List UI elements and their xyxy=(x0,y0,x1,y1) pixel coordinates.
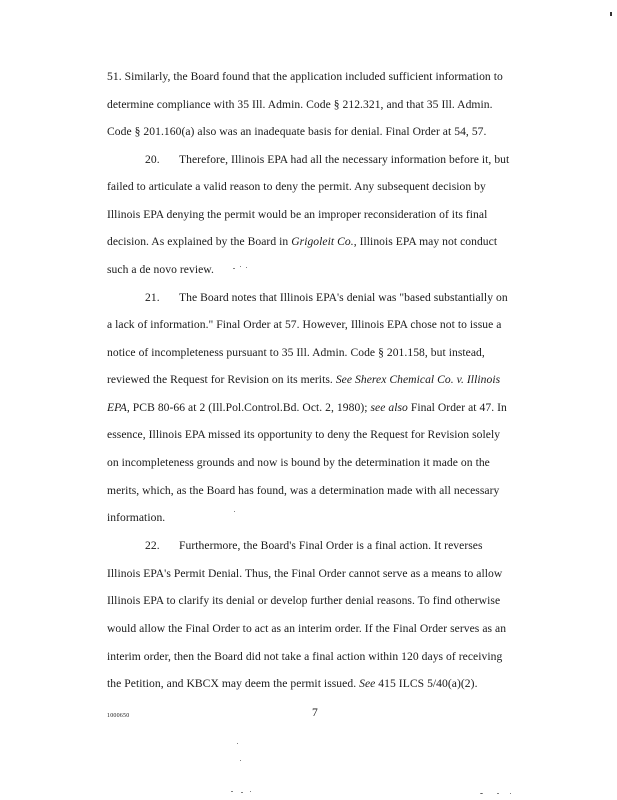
scan-speck xyxy=(237,743,238,744)
scan-speck xyxy=(240,266,241,267)
paragraph-21-line-3: notice of incompleteness pursuant to 35 Ill. Admin. Code § 201.158, but instead, xyxy=(107,346,485,359)
paragraph-22-line-6-b: 415 ILCS 5/40(a)(2). xyxy=(375,677,478,690)
paragraph-21-line-8: merits, which, as the Board has found, was a determination made with all necessary xyxy=(107,484,500,497)
paragraph-21-line-6: essence, Illinois EPA missed its opportunity to deny the Request for Revision solely xyxy=(107,428,501,441)
paragraph-22-line-3: Illinois EPA to clarify its denial or develop further denial reasons. To find otherwise xyxy=(107,594,501,607)
paragraph-20-line-2: failed to articulate a valid reason to deny the permit. Any subsequent decision by xyxy=(107,180,486,193)
paragraph-21-first-line: The Board notes that Illinois EPA's denial was "based substantially on xyxy=(179,291,508,304)
paragraph-20-first-line: Therefore, Illinois EPA had all the necessary information before it, but xyxy=(179,153,510,166)
page-number: 7 xyxy=(312,706,318,719)
paragraph-21-line-4-a: reviewed the Request for Revision on its merits. xyxy=(107,373,336,386)
paragraph-21-line-5-a: , PCB 80-66 at 2 (Ill.Pol.Control.Bd. Oct. 2, 1980); xyxy=(126,401,371,414)
document-id: 1000650 xyxy=(107,713,130,719)
paragraph-20-line-3: Illinois EPA denying the permit would be an improper reconsideration of its final xyxy=(107,208,488,221)
paragraph-22-first-line: Furthermore, the Board's Final Order is a final action. It reverses xyxy=(179,539,483,552)
scan-speck xyxy=(246,267,247,268)
signal-see-also: see also xyxy=(370,401,408,414)
case-name-sherex: See Sherex Chemical Co. v. Illinois xyxy=(335,373,501,386)
paragraph-20-line-1 xyxy=(145,153,509,167)
paragraph-22-line-2: Illinois EPA's Permit Denial. Thus, the Final Order cannot serve as a means to allow xyxy=(107,567,503,580)
paragraph-22-line-6-a: the Petition, and KBCX may deem the permit issued. xyxy=(107,677,360,690)
scan-speck xyxy=(240,760,241,761)
paragraph-20-number: 20. xyxy=(145,153,160,166)
paragraph-21-line-9: information. xyxy=(107,511,166,524)
paragraph-21-line-5-b: Final Order at 47. In xyxy=(407,401,507,414)
paragraph-22-line-4: would allow the Final Order to act as an interim order. If the Final Order serves as an xyxy=(107,622,507,635)
paragraph-20-line-4 xyxy=(107,235,497,249)
scan-speck xyxy=(497,793,499,794)
paragraph-21-line-1 xyxy=(145,291,508,305)
scan-speck xyxy=(480,793,483,794)
paragraph-21-line-2: a lack of information." Final Order at 57. However, Illinois EPA chose not to issue a xyxy=(107,318,502,331)
scan-edge-mark xyxy=(610,12,612,16)
paragraph-22-line-5: interim order, then the Board did not take a final action within 120 days of receiving xyxy=(107,650,503,663)
scan-speck xyxy=(510,793,511,794)
paragraph-19-line-3: Code § 201.160(a) also was an inadequate basis for denial. Final Order at 54, 57. xyxy=(107,125,487,138)
scan-speck xyxy=(241,792,243,793)
scan-speck xyxy=(233,268,235,269)
paragraph-19-line-2: determine compliance with 35 Ill. Admin. Code § 212.321, and that 35 Ill. Admin. xyxy=(107,98,493,111)
paragraph-20-line-4-a: decision. As explained by the Board in xyxy=(107,235,292,248)
paragraph-20-line-4-b: , Illinois EPA may not conduct xyxy=(353,235,498,248)
paragraph-22-line-1 xyxy=(145,539,483,553)
paragraph-20-line-5: such a de novo review. xyxy=(107,263,214,276)
paragraph-21-line-5 xyxy=(107,401,507,415)
paragraph-22-line-6 xyxy=(107,677,478,691)
signal-see: See xyxy=(359,677,376,690)
scan-speck xyxy=(231,791,233,792)
case-name-grigoleit: Grigoleit Co. xyxy=(291,235,354,248)
paragraph-21-number: 21. xyxy=(145,291,160,304)
paragraph-21-line-7: on incompleteness grounds and now is bound by the determination it made on the xyxy=(107,456,490,469)
paragraph-22-number: 22. xyxy=(145,539,160,552)
paragraph-19-line-1: 51. Similarly, the Board found that the application included sufficient information to xyxy=(107,70,503,83)
case-name-epa: EPA xyxy=(107,401,127,414)
paragraph-21-line-4 xyxy=(107,373,500,387)
scan-speck xyxy=(250,791,251,792)
scan-speck xyxy=(234,511,235,512)
